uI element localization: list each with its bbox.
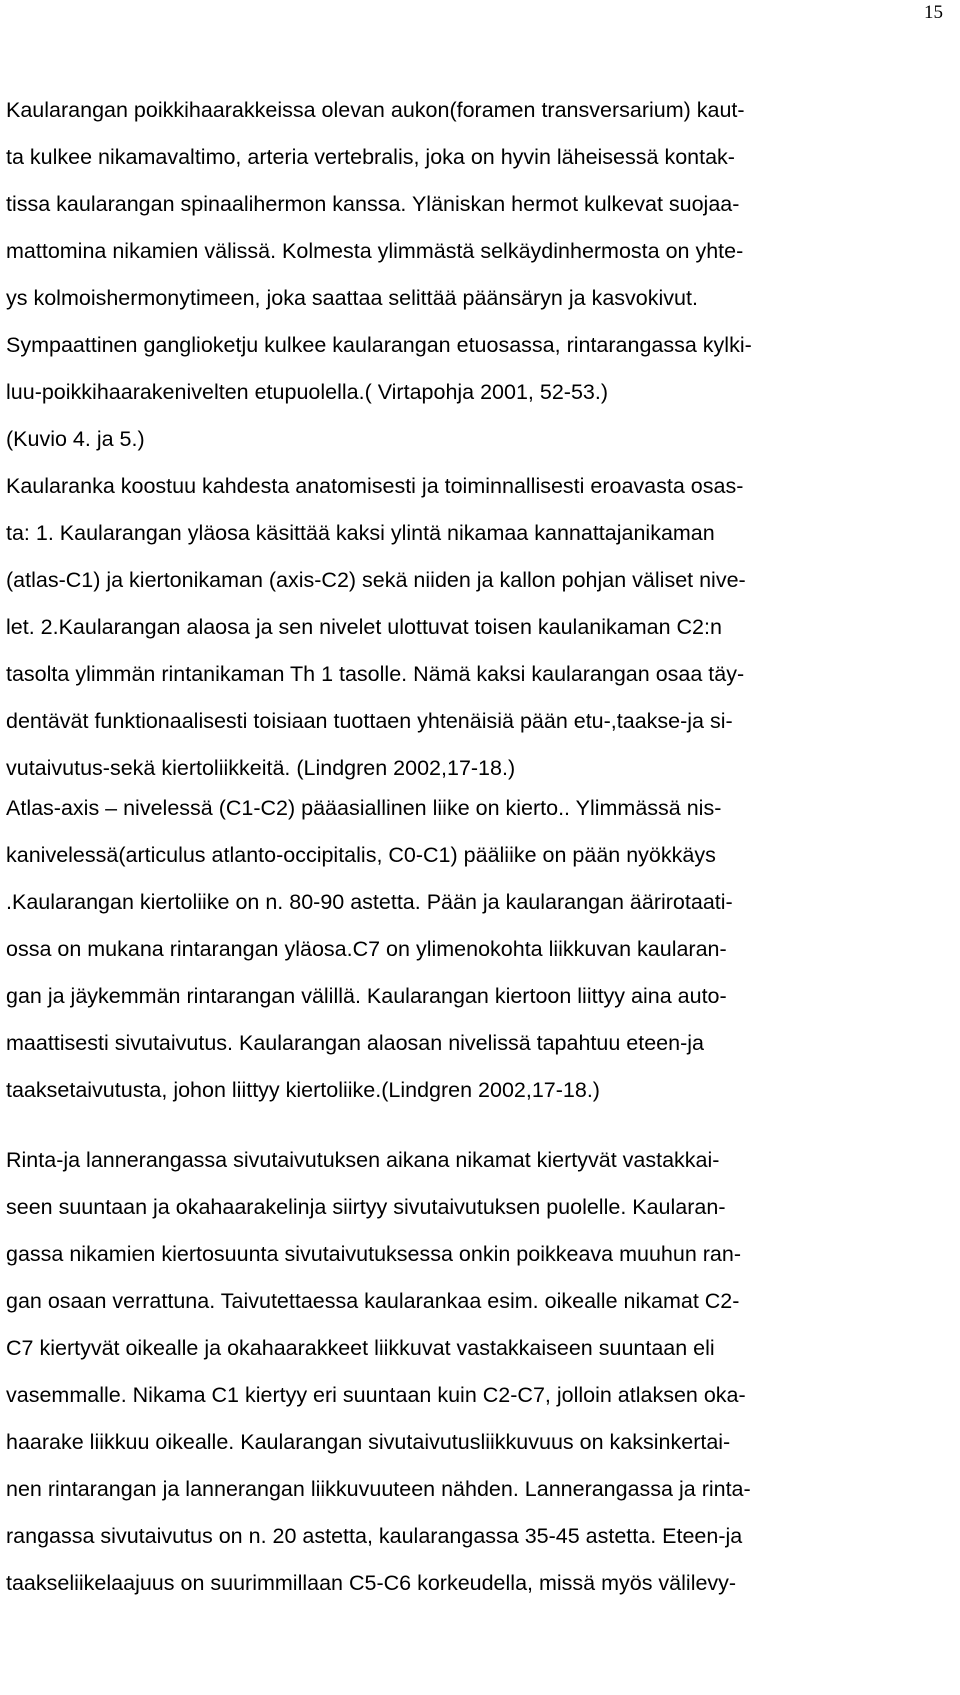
text-line: vasemmalle. Nikama C1 kiertyy eri suuntaan kuin C2-C7, jolloin atlaksen oka- (6, 1383, 746, 1407)
text-line: C7 kiertyvät oikealle ja okahaarakkeet liikkuvat vastakkaiseen suuntaan eli (6, 1336, 715, 1360)
text-line: Kaularangan poikkihaarakkeissa olevan aukon(foramen transversarium) kaut- (6, 98, 745, 122)
page-number: 15 (924, 2, 943, 23)
text-line: rangassa sivutaivutus on n. 20 astetta, kaularangassa 35-45 astetta. Eteen-ja (6, 1524, 743, 1548)
text-line: maattisesti sivutaivutus. Kaularangan alaosan nivelissä tapahtuu eteen-ja (6, 1031, 704, 1055)
text-line: Rinta-ja lannerangassa sivutaivutuksen aikana nikamat kiertyvät vastakkai- (6, 1148, 720, 1172)
text-line: gan ja jäykemmän rintarangan välillä. Kaularangan kiertoon liittyy aina auto- (6, 984, 727, 1008)
text-line: seen suuntaan ja okahaarakelinja siirtyy sivutaivutuksen puolelle. Kaularan- (6, 1195, 726, 1219)
text-line: .Kaularangan kiertoliike on n. 80-90 astetta. Pään ja kaularangan äärirotaati- (6, 890, 733, 914)
text-line: mattomina nikamien välissä. Kolmesta ylimmästä selkäydinhermosta on yhte- (6, 239, 744, 263)
text-line: gassa nikamien kiertosuunta sivutaivutuksessa onkin poikkeava muuhun ran- (6, 1242, 741, 1266)
text-line: let. 2.Kaularangan alaosa ja sen nivelet ulottuvat toisen kaulanikaman C2:n (6, 615, 722, 639)
text-line: luu-poikkihaarakenivelten etupuolella.( Virtapohja 2001, 52-53.) (6, 380, 608, 404)
text-line: nen rintarangan ja lannerangan liikkuvuuteen nähden. Lannerangassa ja rinta- (6, 1477, 751, 1501)
text-line: ossa on mukana rintarangan yläosa.C7 on ylimenokohta liikkuvan kaularan- (6, 937, 727, 961)
text-line: ta kulkee nikamavaltimo, arteria vertebralis, joka on hyvin läheisessä kontak- (6, 145, 735, 169)
text-line: tissa kaularangan spinaalihermon kanssa. Yläniskan hermot kulkevat suojaa- (6, 192, 740, 216)
text-line: Sympaattinen ganglioketju kulkee kaularangan etuosassa, rintarangassa kylki- (6, 333, 752, 357)
text-line: ys kolmoishermonytimeen, joka saattaa selittää päänsäryn ja kasvokivut. (6, 286, 698, 310)
text-line: taaksetaivutusta, johon liittyy kiertoliike.(Lindgren 2002,17-18.) (6, 1078, 600, 1102)
text-line: vutaivutus-sekä kiertoliikkeitä. (Lindgren 2002,17-18.) (6, 756, 516, 780)
text-line: kanivelessä(articulus atlanto-occipitalis, C0-C1) pääliike on pään nyökkäys (6, 843, 716, 867)
text-line: Atlas-axis – nivelessä (C1-C2) pääasiallinen liike on kierto.. Ylimmässä nis- (6, 796, 722, 820)
text-line: taakseliikelaajuus on suurimmillaan C5-C6 korkeudella, missä myös välilevy- (6, 1571, 737, 1595)
text-line: Kaularanka koostuu kahdesta anatomisesti ja toiminnallisesti eroavasta osas- (6, 474, 744, 498)
text-line: (Kuvio 4. ja 5.) (6, 427, 145, 451)
text-line: gan osaan verrattuna. Taivutettaessa kaularankaa esim. oikealle nikamat C2- (6, 1289, 740, 1313)
text-line: dentävät funktionaalisesti toisiaan tuottaen yhtenäisiä pään etu-,taakse-ja si- (6, 709, 733, 733)
text-line: ta: 1. Kaularangan yläosa käsittää kaksi ylintä nikamaa kannattajanikaman (6, 521, 715, 545)
text-line: (atlas-C1) ja kiertonikaman (axis-C2) sekä niiden ja kallon pohjan väliset nive- (6, 568, 746, 592)
text-line: tasolta ylimmän rintanikaman Th 1 tasolle. Nämä kaksi kaularangan osaa täy- (6, 662, 745, 686)
text-line: haarake liikkuu oikealle. Kaularangan sivutaivutusliikkuvuus on kaksinkertai- (6, 1430, 731, 1454)
